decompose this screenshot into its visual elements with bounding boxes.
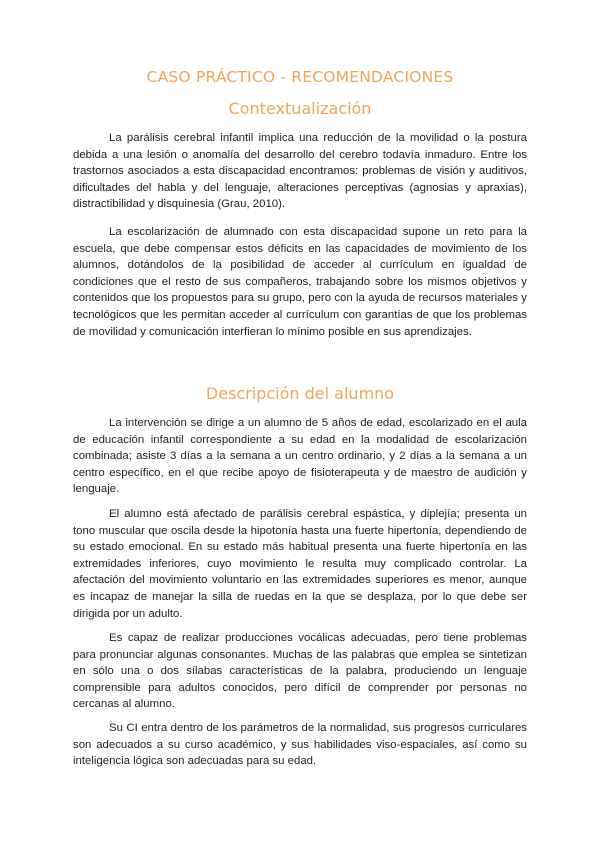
paragraph: La parálisis cerebral infantil implica una reducción de la movilidad o la postura debida a una lesión o anomalía del desarrollo del cerebro todavía inmaduro. Entre los trastornos asociados a esta discapacidad encontramos: problemas de visión y auditivos, dificultades del habla y del lenguaje, alteraciones perceptivas (agnosias y apraxias), distractibilidad y disquinesia (Grau, 2010). (73, 132, 527, 211)
document-title: CASO PRÁCTICO - RECOMENDACIONES (146, 68, 454, 86)
paragraph: El alumno está afectado de parálisis cerebral espástica, y diplejía; presenta un tono muscular que oscila desde la hipotonía hasta una fuerte hipertonía, dependiendo de su estado emocional. En su estado más habitual presenta una fuerte hipertonía en las extremidades inferiores, cuyo movimiento le resulta muy complicado controlar. La afectación del movimiento voluntario en las extremidades superiores es menor, aunque es incapaz de manejar la silla de ruedas en la que se desplaza, por lo que debe ser dirigida por un adulto. (73, 508, 527, 620)
section-heading-contextualizacion: Contextualización (228, 99, 372, 118)
paragraph: Es capaz de realizar producciones vocálicas adecuadas, pero tiene problemas para pronunciar algunas consonantes. Muchas de las palabras que emplea se sintetizan en sólo una o dos sílabas características de la palabra, produciendo un lenguaje comprensible para adultos conocidos, pero difícil de comprender por personas no cercanas al alumno. (73, 632, 527, 711)
section-heading-descripcion-alumno: Descripción del alumno (205, 384, 395, 403)
paragraph: La intervención se dirige a un alumno de 5 años de edad, escolarizado en el aula de educación infantil correspondiente a su edad en la modalidad de escolarización combinada; asiste 3 días a la semana a un centro ordinario, y 2 días a la semana a un centro específico, en el que recibe apoyo de fisioterapeuta y de maestro de audición y lenguaje. (73, 417, 527, 496)
paragraph: La escolarización de alumnado con esta discapacidad supone un reto para la escuela, que debe compensar estos déficits en las capacidades de movimiento de los alumnos, dotándolos de la posibilidad de acceder al currículum en igualdad de condiciones que el resto de sus compañeros, trabajando sobre los mismos objetivos y contenidos que los propuestos para su grupo, pero con la ayuda de recursos materiales y tecnológicos que les permitan acceder al currículum con garantías de que los problemas de movilidad y comunicación interfieran lo mínimo posible en sus aprendizajes. (73, 226, 527, 338)
paragraph: Su CI entra dentro de los parámetros de la normalidad, sus progresos curriculares son adecuados a su curso académico, y sus habilidades viso-espaciales, así como su inteligencia lógica son adecuadas para su edad. (73, 722, 527, 768)
